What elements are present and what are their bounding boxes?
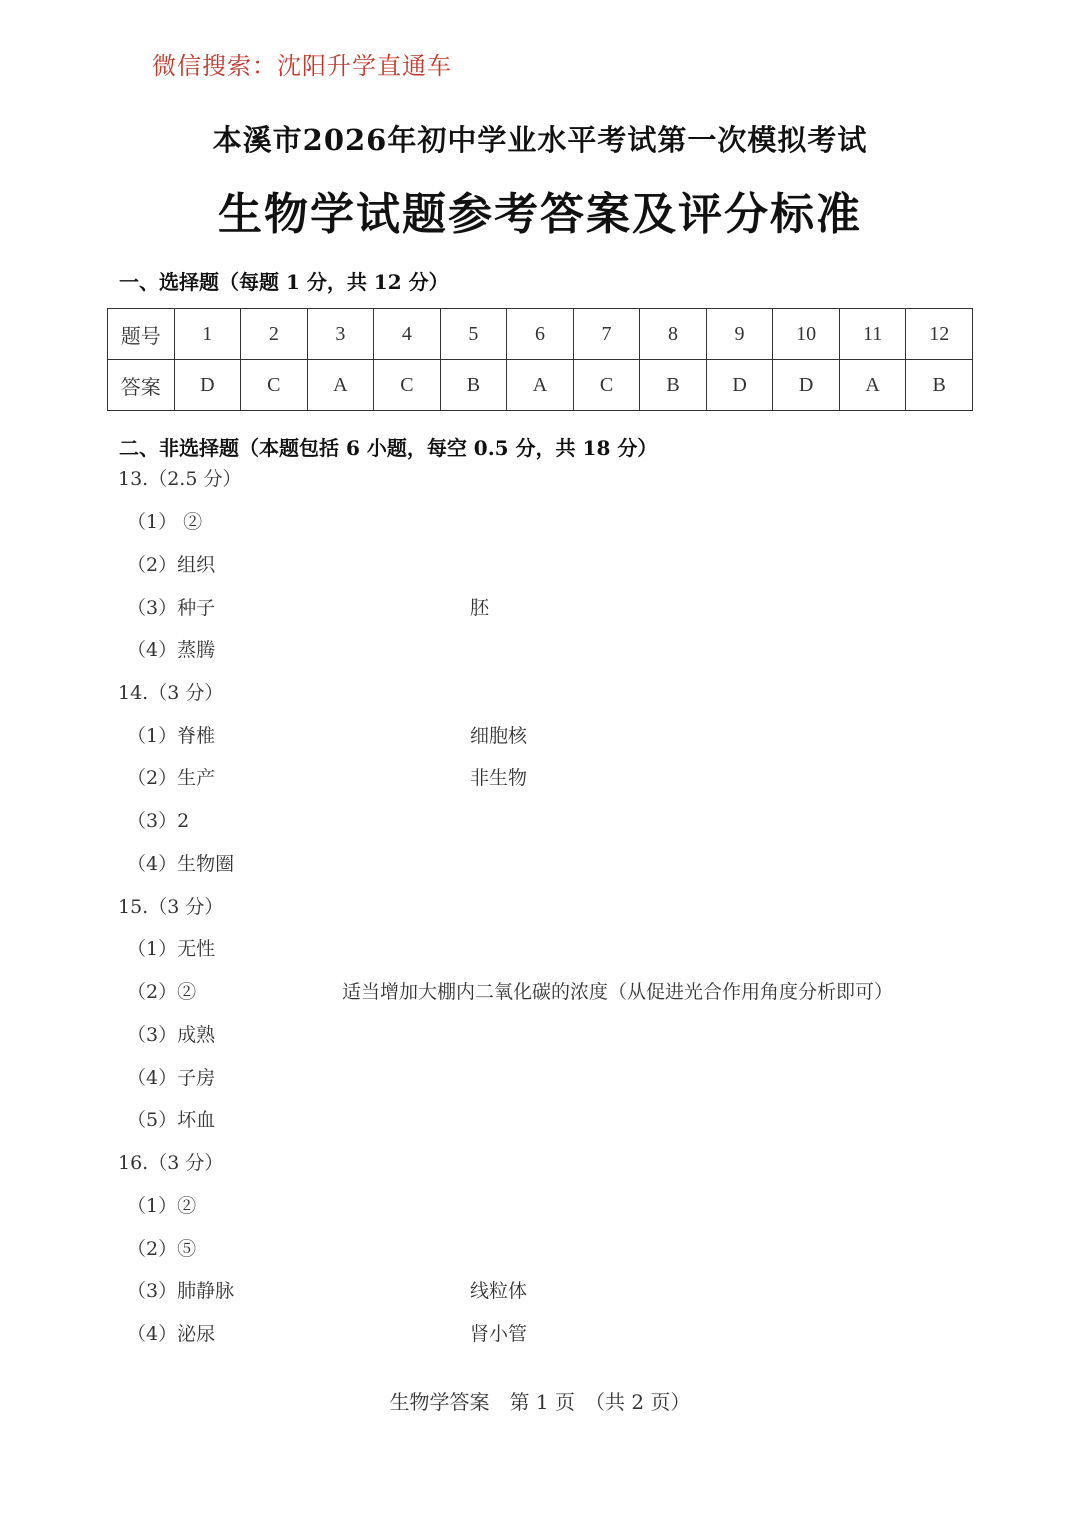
q13-part3-b: 胚 (470, 597, 490, 619)
watermark: 微信搜索：沈阳升学直通车 (152, 52, 452, 80)
q16-part2: （2）⑤ (127, 1238, 197, 1260)
q15-label: 15.（3 分） (118, 896, 224, 918)
q15-part3: （3）成熟 (127, 1024, 216, 1046)
q14-label: 14.（3 分） (118, 682, 224, 704)
table-cell: A (839, 360, 906, 411)
q16-label: 16.（3 分） (118, 1152, 224, 1174)
row-header-answer: 答案 (108, 360, 175, 411)
q15-part2-a: （2）② (127, 981, 197, 1003)
q13-part1: （1） ② (127, 511, 203, 533)
q16-part1: （1）② (127, 1195, 197, 1217)
q14-part4: （4）生物圈 (127, 853, 235, 875)
table-cell: 9 (706, 309, 773, 360)
table-cell: 6 (507, 309, 574, 360)
q16-part3-b: 线粒体 (470, 1280, 528, 1302)
table-cell: 10 (773, 309, 840, 360)
answer-table (107, 308, 973, 411)
number-row (108, 309, 973, 360)
table-cell: 12 (906, 309, 973, 360)
q14-part1-a: （1）脊椎 (127, 725, 216, 747)
table-cell: C (573, 360, 640, 411)
q15-part1: （1）无性 (127, 938, 216, 960)
table-cell: 2 (241, 309, 308, 360)
exam-title: 本溪市2026年初中学业水平考试第一次模拟考试 (212, 123, 868, 157)
row-header-number: 题号 (108, 309, 175, 360)
section2-heading: 二、非选择题（本题包括 6 小题，每空 0.5 分，共 18 分） (119, 436, 658, 460)
table-cell: 4 (374, 309, 441, 360)
q14-part2-b: 非生物 (470, 767, 528, 789)
table-cell: D (773, 360, 840, 411)
q16-part3-a: （3）肺静脉 (127, 1280, 235, 1302)
document-title: 生物学试题参考答案及评分标准 (218, 189, 862, 240)
q13-part2: （2）组织 (127, 554, 216, 576)
table-cell: 5 (440, 309, 507, 360)
table-cell: 3 (307, 309, 374, 360)
q14-part2-a: （2）生产 (127, 767, 216, 789)
table-cell: C (241, 360, 308, 411)
table-cell: B (906, 360, 973, 411)
table-cell: D (174, 360, 241, 411)
table-cell: C (374, 360, 441, 411)
table-cell: 8 (640, 309, 707, 360)
table-cell: A (307, 360, 374, 411)
table-cell: A (507, 360, 574, 411)
q13-part4: （4）蒸腾 (127, 639, 216, 661)
q15-part5: （5）坏血 (127, 1109, 216, 1131)
q14-part1-b: 细胞核 (470, 725, 528, 747)
q15-part2-b: 适当增加大棚内二氧化碳的浓度（从促进光合作用角度分析即可） (342, 981, 894, 1003)
q16-part4-a: （4）泌尿 (127, 1323, 216, 1345)
section1-heading: 一、选择题（每题 1 分，共 12 分） (119, 270, 449, 294)
q13-part3-a: （3）种子 (127, 597, 216, 619)
q16-part4-b: 肾小管 (470, 1323, 528, 1345)
table-cell: B (440, 360, 507, 411)
table-cell: D (706, 360, 773, 411)
q15-part4: （4）子房 (127, 1067, 216, 1089)
answer-row (108, 360, 973, 411)
table-cell: B (640, 360, 707, 411)
q14-part3: （3）2 (127, 810, 190, 832)
table-cell: 7 (573, 309, 640, 360)
table-cell: 1 (174, 309, 241, 360)
page-footer: 生物学答案 第 1 页 （共 2 页） (389, 1390, 691, 1414)
table-cell: 11 (839, 309, 906, 360)
q13-label: 13.（2.5 分） (118, 468, 242, 490)
